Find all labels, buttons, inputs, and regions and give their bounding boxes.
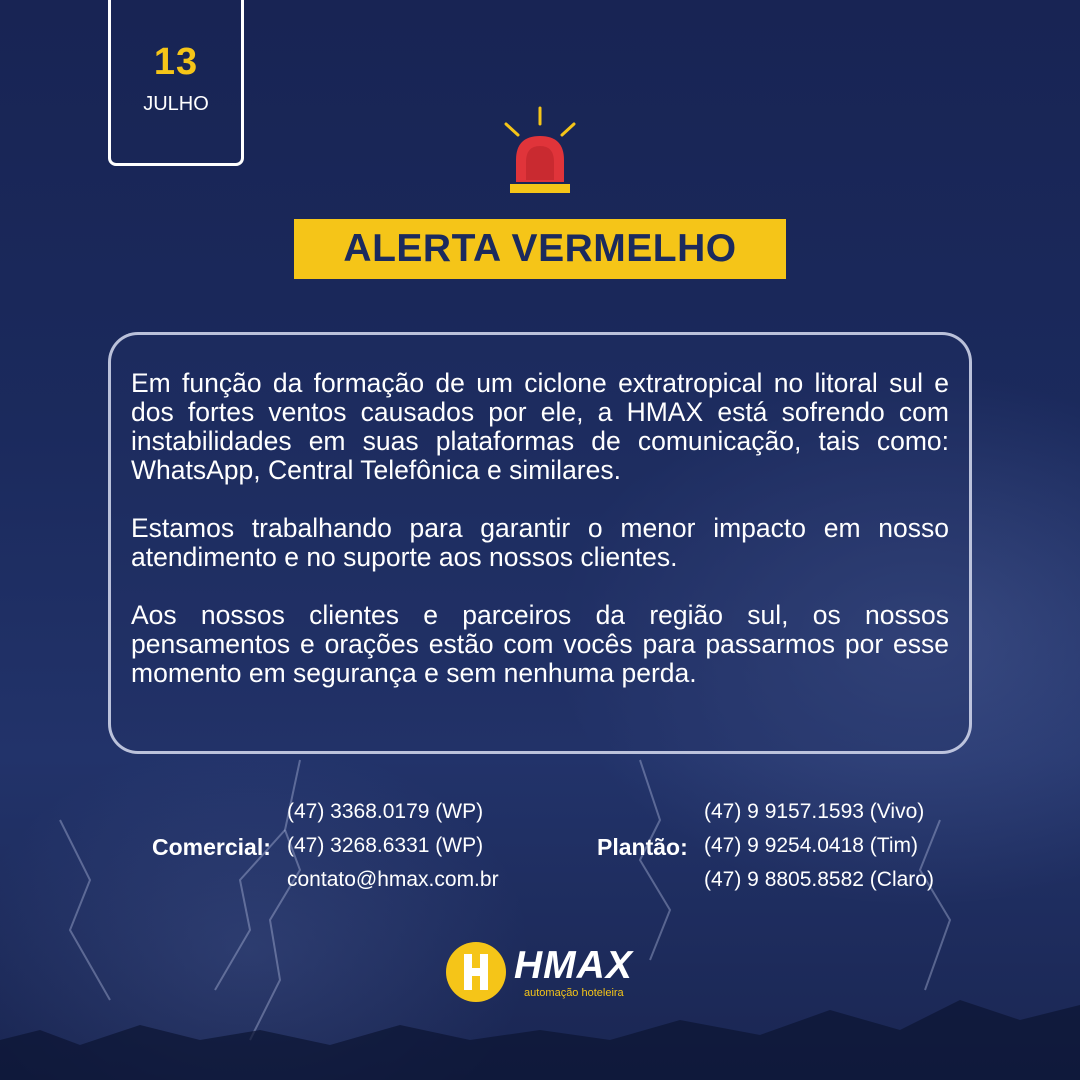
alert-title: ALERTA VERMELHO	[343, 227, 737, 270]
plantao-phone-tim[interactable]: (47) 9 9254.0418 (Tim)	[704, 834, 918, 857]
logo-wordmark: HMAX	[514, 944, 633, 987]
date-day: 13	[153, 41, 199, 83]
date-month: JULHO	[143, 93, 209, 115]
logo-tagline: automação hoteleira	[524, 987, 624, 999]
comercial-label: Comercial:	[152, 834, 271, 860]
plantao-phone-vivo[interactable]: (47) 9 9157.1593 (Vivo)	[704, 800, 925, 823]
comercial-phone-1[interactable]: (47) 3368.0179 (WP)	[287, 800, 484, 823]
hmax-logo-icon	[444, 940, 508, 1004]
message-paragraph-1: Em função da formação de um ciclone extratropical no litoral sul e dos fortes ventos causados por ele, a HMAX está sofrendo com instabilidades em suas plataformas de comunicação, tais como: WhatsApp, Central Telefônica e similares.	[131, 368, 949, 485]
date-badge	[108, 0, 244, 166]
plantao-label: Plantão:	[597, 834, 688, 860]
message-paragraph-3: Aos nossos clientes e parceiros da região sul, os nossos pensamentos e orações estão com vocês para passarmos por esse momento em segurança e sem nenhuma perda.	[131, 600, 949, 688]
plantao-phone-claro[interactable]: (47) 9 8805.8582 (Claro)	[704, 868, 934, 891]
comercial-email[interactable]: contato@hmax.com.br	[287, 868, 499, 891]
siren-icon	[500, 104, 580, 196]
comercial-phone-2[interactable]: (47) 3268.6331 (WP)	[287, 834, 484, 857]
message-paragraph-2: Estamos trabalhando para garantir o menor impacto em nosso atendimento e no suporte aos nossos clientes.	[131, 513, 949, 572]
alert-title-bar	[294, 219, 786, 279]
message-card	[108, 332, 972, 754]
hmax-logo	[444, 940, 644, 1004]
